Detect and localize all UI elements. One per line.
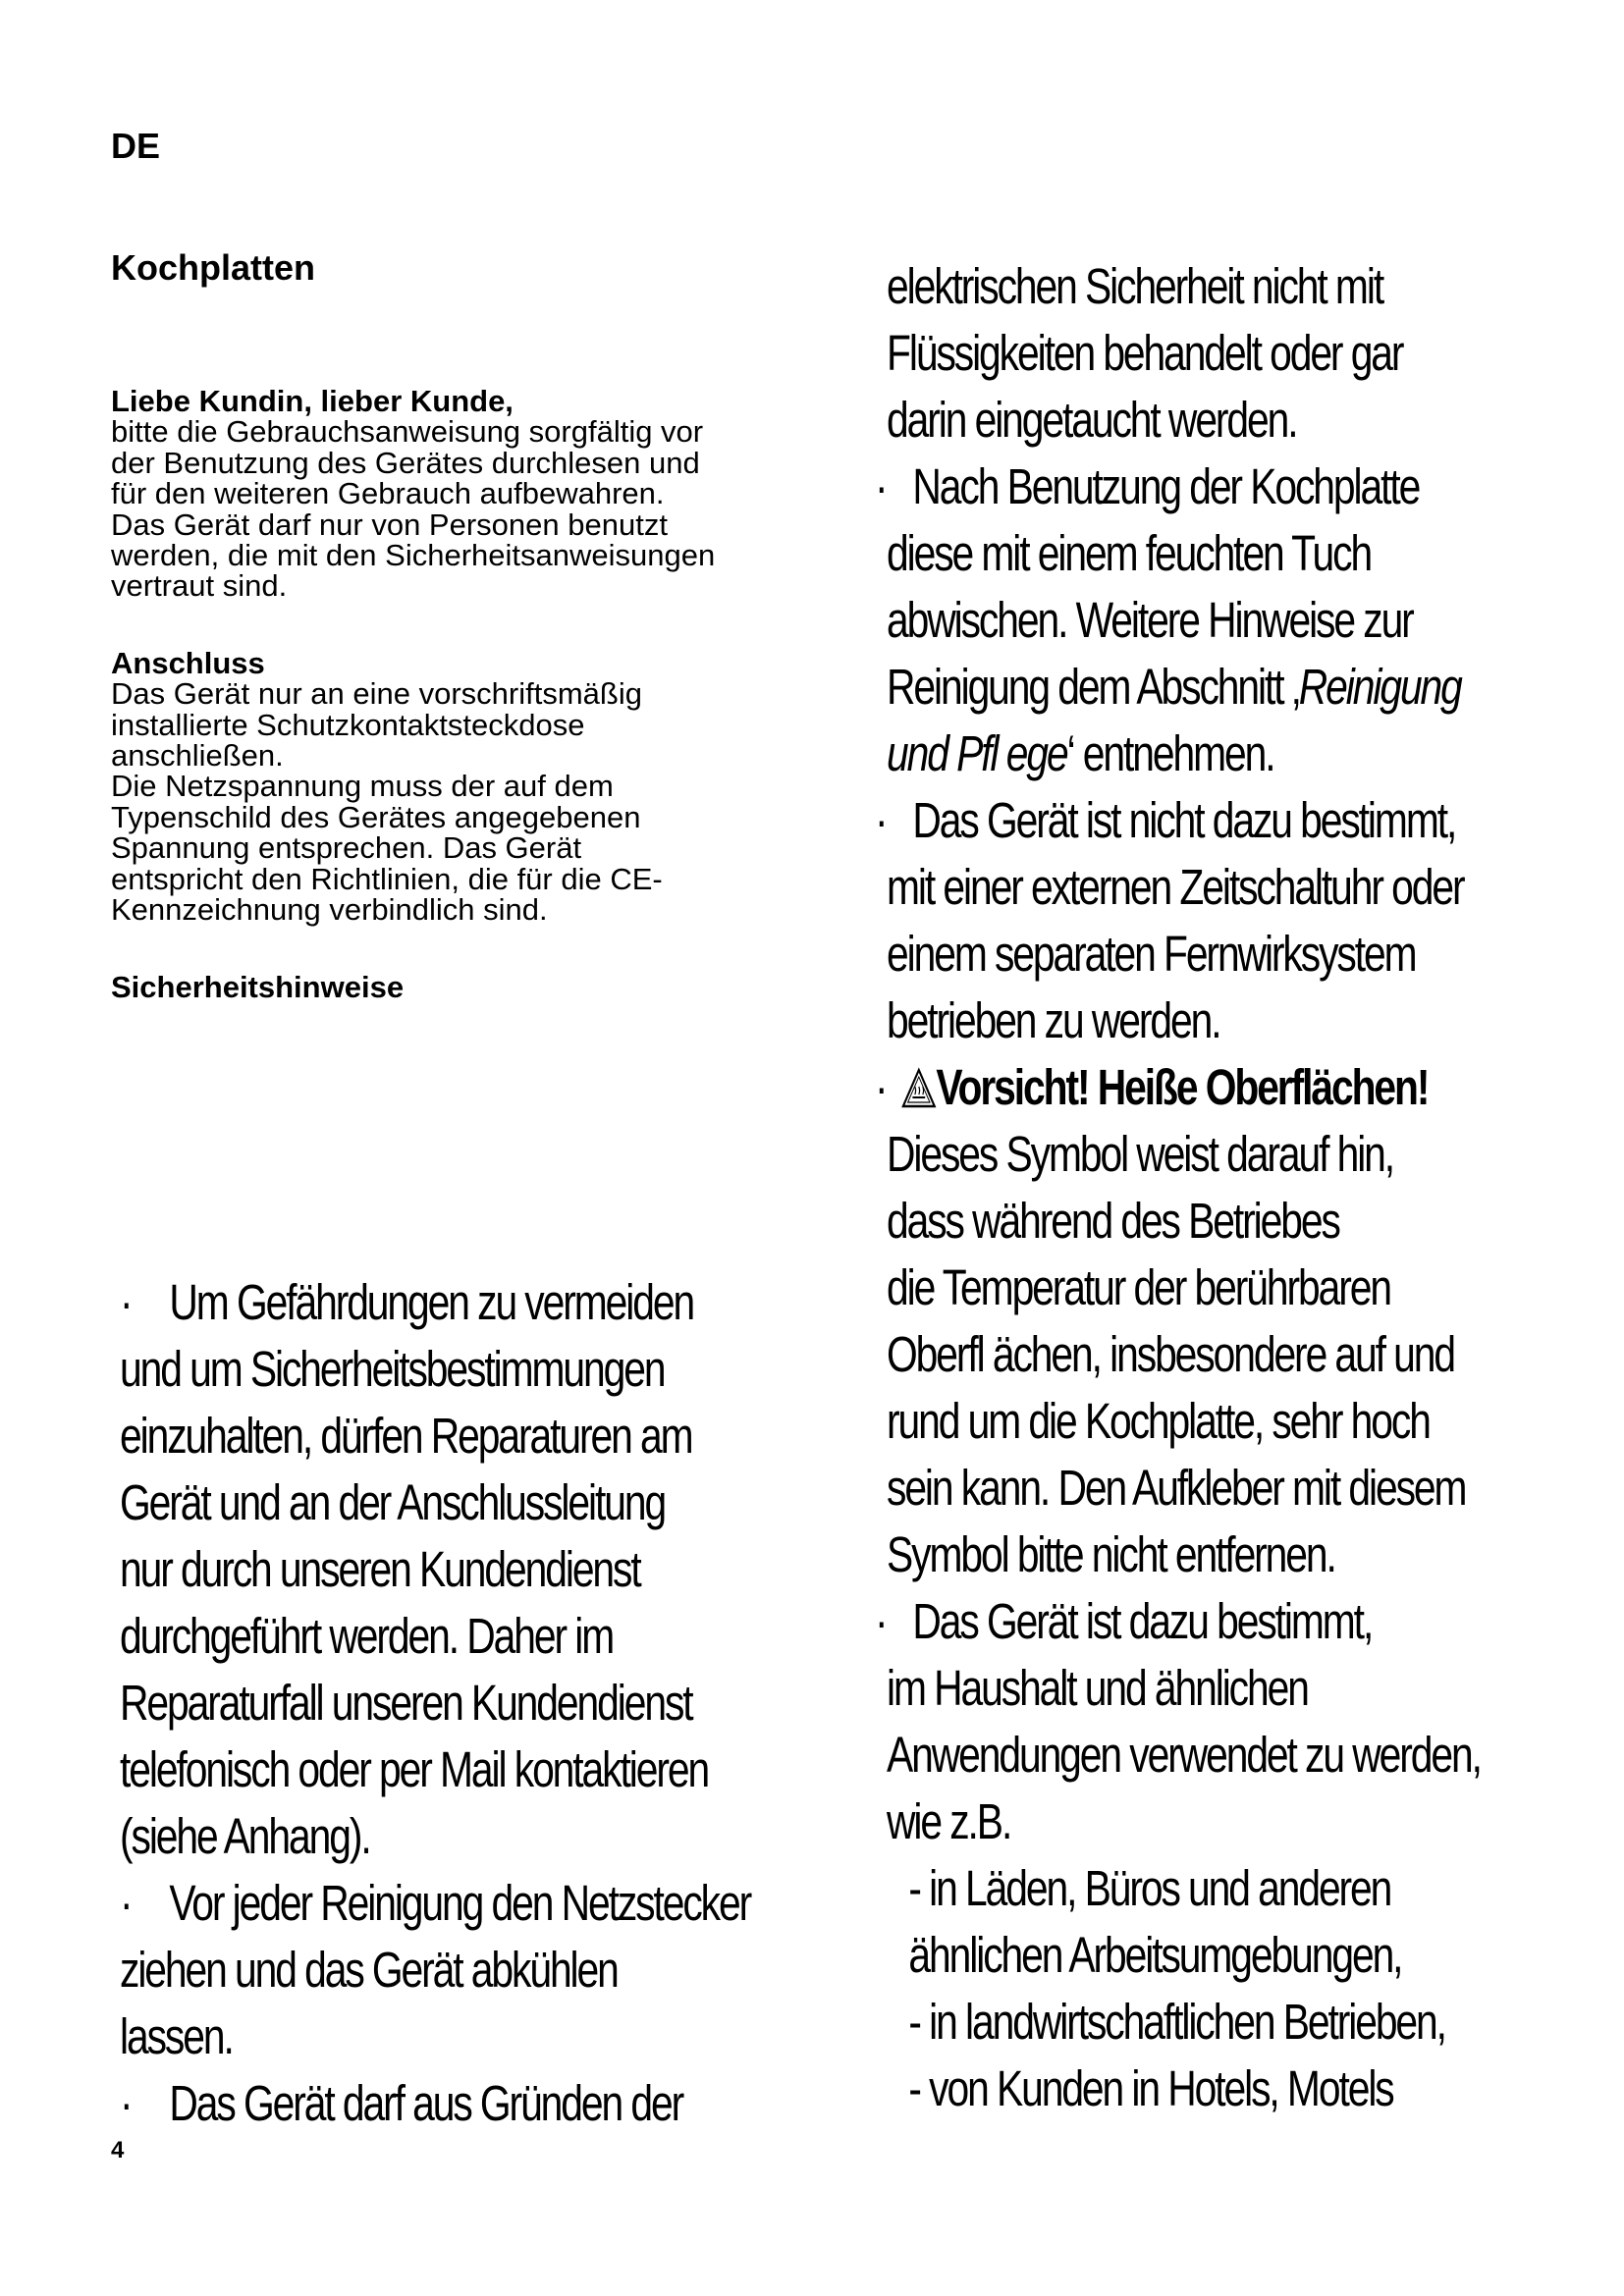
sub-list-item: ähnlichen Arbeitsumgebungen, [908, 1927, 1402, 1983]
intro-column [111, 386, 818, 1002]
hot-surface-warning-icon [901, 1060, 936, 1103]
list-item-line: Vor jeder Reinigung den Netzstecker [169, 1875, 751, 1931]
greeting-section [111, 386, 818, 602]
warning-heading: Vorsicht! Heiße Oberflächen! [936, 1059, 1429, 1115]
sub-list-item: - in Läden, Büros und anderen [908, 1860, 1391, 1916]
section-reference: Reinigung [1298, 659, 1461, 715]
anschluss-line: Das Gerät nur an eine vorschriftsmäßig [111, 676, 642, 712]
list-item-text: Reinigung dem Abschnitt ‚ [887, 659, 1299, 715]
bullet-icon: · [875, 792, 887, 848]
list-item [875, 1054, 1594, 1121]
safety-heading: Sicherheitshinweise [111, 969, 405, 1004]
greeting-line: werden, die mit den Sicherheitsanweisungen [111, 538, 716, 573]
list-item-line: dass während des Betriebes [887, 1193, 1339, 1249]
list-item-line [887, 654, 1594, 721]
bullet-icon: · [875, 1059, 887, 1115]
list-item [120, 1269, 772, 1336]
list-item-line: (siehe Anhang). [120, 1808, 370, 1864]
list-item-line: wie z.B. [887, 1793, 1011, 1849]
list-item [120, 2070, 772, 2137]
list-item-line: mit einer externen Zeitschaltuhr oder [887, 859, 1464, 915]
anschluss-line: Kennzeichnung verbindlich sind. [111, 892, 548, 928]
list-item-line: betrieben zu werden. [887, 992, 1220, 1048]
list-item-line: Das Gerät ist dazu bestimmt, [912, 1593, 1373, 1649]
anschluss-line: entspricht den Richtlinien, die für die CE- [111, 861, 663, 896]
greeting-line: bitte die Gebrauchsanweisung sorgfältig vor [111, 414, 704, 450]
list-item-line: diese mit einem feuchten Tuch [887, 525, 1372, 581]
safety-left-list [120, 1269, 772, 2137]
page-number: 4 [111, 2137, 125, 2163]
list-item [875, 787, 1594, 854]
list-item-line: die Temperatur der berührbaren [887, 1259, 1390, 1315]
list-item-line: durchgeführt werden. Daher im [120, 1608, 614, 1664]
list-item-line: telefonisch oder per Mail kontaktieren [120, 1741, 709, 1797]
list-item-line: Symbol bitte nicht entfernen. [887, 1526, 1335, 1582]
list-item-line: rund um die Kochplatte, sehr hoch [887, 1393, 1430, 1449]
greeting-heading: Liebe Kundin, lieber Kunde, [111, 384, 514, 418]
list-item-line: elektrischen Sicherheit nicht mit [887, 258, 1383, 314]
bullet-icon: · [120, 1274, 132, 1330]
list-item-text: ‘ entnehmen. [1066, 725, 1274, 781]
list-item-line: im Haushalt und ähnlichen [887, 1660, 1308, 1716]
list-item-line: lassen. [120, 2008, 233, 2064]
list-item-line: abwischen. Weitere Hinweise zur [887, 592, 1413, 648]
list-item-line: Flüssigkeiten behandelt oder gar [887, 325, 1403, 381]
list-item-line: Um Gefährdungen zu vermeiden [169, 1274, 694, 1330]
list-item [875, 1588, 1594, 1655]
greeting-line: Das Gerät darf nur von Personen benutzt [111, 507, 668, 542]
list-item-line: sein kann. Den Aufkleber mit diesem [887, 1460, 1466, 1516]
list-item-line: Das Gerät ist nicht dazu bestimmt, [912, 792, 1456, 848]
list-item-line: darin eingetaucht werden. [887, 392, 1297, 448]
list-item-line [887, 721, 1594, 787]
greeting-line: für den weiteren Gebrauch aufbewahren. [111, 476, 665, 511]
anschluss-line: installierte Schutzkontaktsteckdose [111, 707, 585, 742]
anschluss-line: anschließen. [111, 738, 284, 774]
list-item-line: nur durch unseren Kundendienst [120, 1541, 640, 1597]
list-item-line: ziehen und das Gerät abkühlen [120, 1942, 618, 1998]
list-item-line: Anwendungen verwendet zu werden, [887, 1727, 1481, 1783]
language-label: DE [111, 126, 161, 166]
list-item-line: und um Sicherheitsbestimmungen [120, 1341, 665, 1397]
page-title: Kochplatten [111, 247, 316, 288]
sub-list-item: - von Kunden in Hotels, Motels [908, 2060, 1393, 2116]
anschluss-heading: Anschluss [111, 645, 265, 680]
list-item-line: Nach Benutzung der Kochplatte [912, 458, 1420, 514]
anschluss-line: Die Netzspannung muss der auf dem [111, 769, 614, 804]
bullet-icon: · [875, 458, 887, 514]
list-item-line: Dieses Symbol weist darauf hin, [887, 1126, 1394, 1182]
safety-right-column [875, 253, 1594, 2122]
anschluss-line: Typenschild des Gerätes angegebenen [111, 799, 641, 834]
list-item-line: Reparaturfall unseren Kundendienst [120, 1675, 692, 1731]
greeting-line: vertraut sind. [111, 568, 288, 604]
list-item [120, 1870, 772, 1937]
anschluss-line: Spannung entsprechen. Das Gerät [111, 830, 582, 866]
list-item-line: Gerät und an der Anschlussleitung [120, 1474, 666, 1530]
bullet-icon: · [875, 1593, 887, 1649]
list-item-line: einem separaten Fernwirksystem [887, 926, 1416, 982]
list-item-line: Oberfl ächen, insbesondere auf und [887, 1326, 1454, 1382]
safety-section [111, 969, 818, 1004]
anschluss-section [111, 645, 818, 928]
list-item-line: einzuhalten, dürfen Reparaturen am [120, 1408, 692, 1464]
section-reference: und Pfl ege [887, 725, 1067, 781]
sub-list-item: - in landwirtschaftlichen Betrieben, [908, 1994, 1445, 2050]
bullet-icon: · [120, 2075, 132, 2131]
list-item [875, 454, 1594, 520]
bullet-icon: · [120, 1875, 132, 1931]
greeting-line: der Benutzung des Gerätes durchlesen und [111, 445, 700, 480]
list-item-line: Das Gerät darf aus Gründen der [169, 2075, 683, 2131]
